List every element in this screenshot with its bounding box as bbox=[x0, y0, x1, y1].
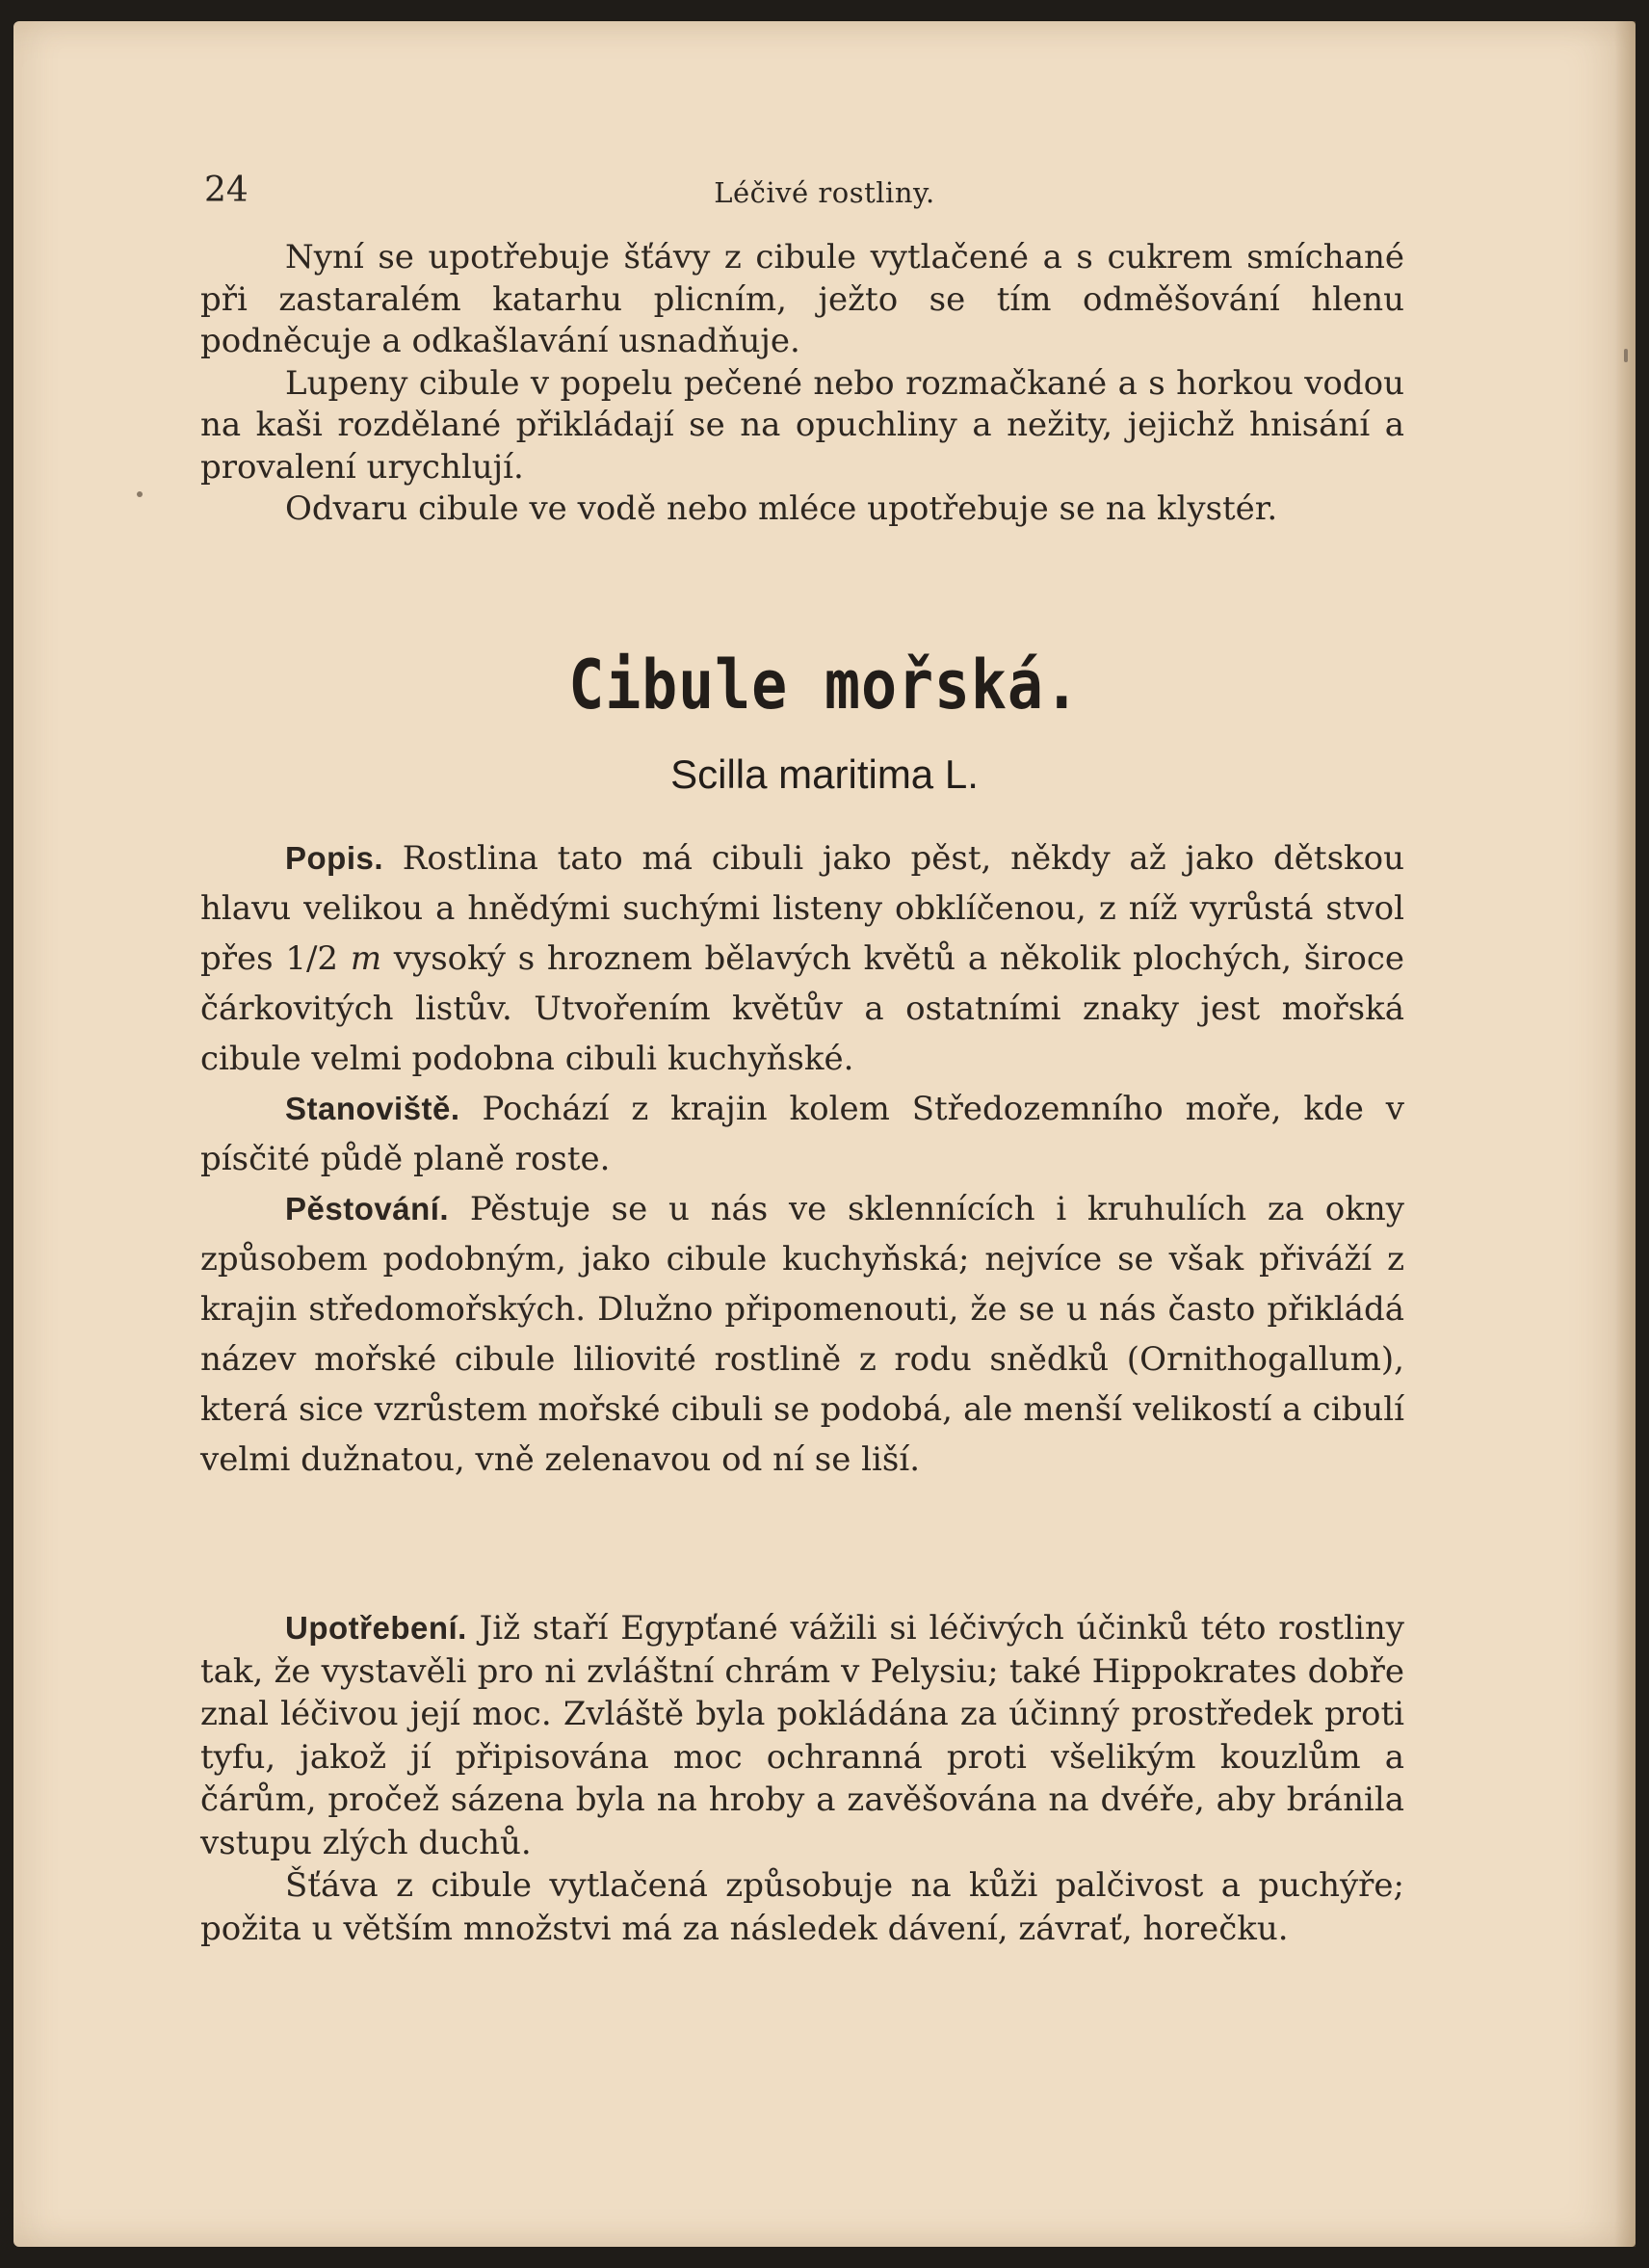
section-lead: Stanoviště. bbox=[285, 1091, 460, 1126]
section-stanoviste bbox=[200, 1084, 1404, 1184]
intro-paragraph: Nyní se upotřebuje šťávy z cibule vytlačené a s cukrem smíchané při zastaralém katarhu plicním, ježto se tím odměšování hlenu podněcuje a odkašlavání usnadňuje. bbox=[200, 238, 1404, 360]
running-title: Léčivé rostliny. bbox=[714, 176, 935, 209]
fraction: 1/2 bbox=[285, 939, 339, 978]
section-text: Pěstuje se u nás ve sklennících i kruhulích za okny způsobem podobným, jako cibule kuchyňská; nejvíce se však přiváží z krajin středomořských. Dlužno připomenouti, že se u nás často přikládá název mořské cibule liliovité rostlině z rodu snědků (Ornithogallum), která sice vzrůstem mořské cibuli se podobá, ale menší velikostí a cibulí velmi dužnatou, vně zelenavou od ní se liší. bbox=[200, 1190, 1404, 1479]
page-number: 24 bbox=[204, 171, 249, 210]
intro-text bbox=[200, 237, 1404, 531]
section-lead: Pěstování. bbox=[285, 1191, 450, 1226]
section-upotrebeni-continued: Šťáva z cibule vytlačená způsobuje na kůži palčivost a puchýře; požita u větším množstvi má za následek dávení, závrať, horečku. bbox=[200, 1866, 1404, 1948]
section-text: Pochází z krajin kolem Středozemního moře, kde v písčité půdě planě roste. bbox=[200, 1090, 1404, 1178]
section-popis bbox=[200, 833, 1404, 1084]
section-upotrebeni-block bbox=[200, 1607, 1404, 1950]
paper-speck bbox=[137, 491, 143, 497]
section-lead: Popis. bbox=[285, 840, 384, 876]
section-pestovani bbox=[200, 1184, 1404, 1485]
intro-paragraph: Lupeny cibule v popelu pečené nebo rozmačkané a s horkou vodou na kaši rozdělané přikládají se na opuchliny a nežity, jejichž hnisání a provalení urychlují. bbox=[200, 363, 1404, 487]
article-body bbox=[200, 833, 1404, 1485]
section-lead: Upotřebení. bbox=[285, 1610, 467, 1646]
intro-paragraph: Odvaru cibule ve vodě nebo mléce upotřebuje se na klystér. bbox=[285, 489, 1278, 528]
unit: m bbox=[350, 939, 382, 978]
page-header bbox=[13, 171, 1636, 219]
section-upotrebeni bbox=[200, 1607, 1404, 1864]
article-title: Cibule mořská. bbox=[568, 646, 1081, 725]
paper-speck bbox=[1624, 349, 1628, 362]
latin-name: Scilla maritima L. bbox=[670, 752, 979, 797]
section-text: vysoký s hroznem bělavých květů a několik plochých, široce čárkovitých listův. Utvořením květův a ostatními znaky jest mořská cibule velmi podobna cibuli kuchyňské. bbox=[200, 939, 1404, 1078]
section-text: Již staří Egypťané vážili si léčivých účinků této rostliny tak, že vystavěli pro ni zvláštní chrám v Pelysiu; také Hippokrates dobře znal léčivou její moc. Zvláště byla pokládána za účinný prostředek proti tyfu, jakož jí připisována moc ochranná proti všelikým kouzlům a čárům, pročež sázena byla na hroby a zavěšována na dvéře, aby bránila vstupu zlých duchů. bbox=[200, 1609, 1404, 1862]
section-text: Rostlina tato má cibuli jako pěst, někdy až jako dětskou hlavu velikou a hnědými suchými listeny obklíčenou, z níž vyrůstá stvol přes bbox=[200, 839, 1404, 978]
article-title-block bbox=[0, 646, 1649, 798]
